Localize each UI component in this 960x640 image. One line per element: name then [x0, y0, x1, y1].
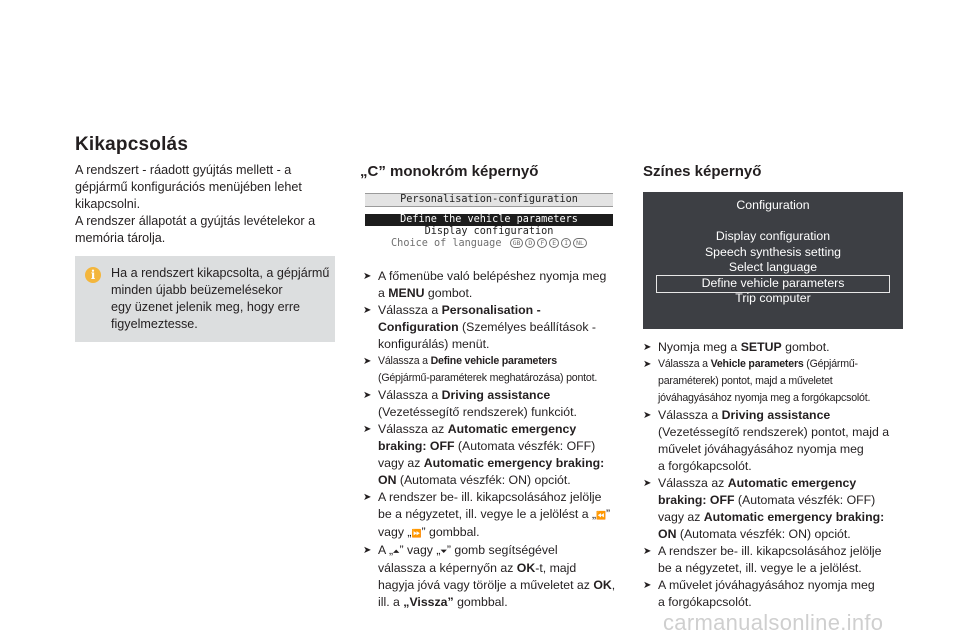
up-arrow-icon: ⏶ [393, 547, 400, 556]
arrow-bullet-icon: ➤ [363, 492, 372, 503]
language-flag: F [537, 238, 547, 248]
arrow-bullet-icon: ➤ [643, 359, 652, 370]
mono-screen-selected-item: Define the vehicle parameters [365, 214, 613, 226]
arrow-bullet-icon: ➤ [363, 390, 372, 401]
note-line: figyelmeztesse. [111, 317, 198, 331]
arrow-bullet-icon: ➤ [363, 356, 372, 367]
color-screen-item: Speech synthesis setting [704, 245, 842, 259]
arrow-bullet-icon: ➤ [643, 410, 652, 421]
color-steps-list [643, 339, 908, 611]
intro-line: A rendszer állapotát a gyújtás levételekor a [75, 214, 316, 228]
note-line: Ha a rendszert kikapcsolta, a gépjármű [111, 266, 330, 280]
arrow-bullet-icon: ➤ [363, 545, 372, 556]
step-item: ➤ A „⏶” vagy „⏷” gomb segítségével válassza a képernyőn az OK-t, majd hagyja jóvá vagy törölje a műveletet az OK, ill. a „Vissza” gombbal. [363, 543, 616, 609]
info-icon: i [85, 267, 101, 283]
language-flag: I [561, 238, 571, 248]
arrow-bullet-icon: ➤ [363, 424, 372, 435]
color-screen-item: Trip computer [735, 291, 811, 305]
color-screen-heading: Színes képernyő [643, 163, 762, 180]
mono-steps-list [363, 268, 625, 611]
note-line: egy üzenet jelenik meg, hogy erre [111, 300, 301, 314]
intro-line: kikapcsolni. [75, 197, 141, 211]
intro-line: gépjármű konfigurációs menüjében lehet [75, 180, 302, 194]
info-note-text [111, 265, 331, 333]
rewind-icon: ⏪ [596, 511, 607, 520]
arrow-bullet-icon: ➤ [643, 478, 652, 489]
note-line: minden újabb beüzemelésekor [111, 283, 283, 297]
color-screen-selected-item: Define vehicle parameters [656, 275, 890, 293]
step-item: ➤ Válassza a Personalisation - Configuration (Személyes beállítások - konfigurálás) menüt. [363, 303, 596, 351]
info-note-box [75, 256, 335, 342]
arrow-bullet-icon: ➤ [363, 271, 372, 282]
arrow-bullet-icon: ➤ [643, 546, 652, 557]
intro-text [75, 162, 335, 247]
mono-screen [365, 193, 613, 250]
color-screen [643, 192, 903, 329]
watermark: carmanualsonline.info [663, 610, 884, 635]
step-item: ➤ A rendszer be- ill. kikapcsolásához jelölje be a négyzetet, ill. vegye le a jelölést. [643, 544, 882, 575]
intro-line: memória tárolja. [75, 231, 166, 245]
language-flag: E [549, 238, 559, 248]
mono-screen-item: Display configuration [424, 226, 554, 237]
step-item: ➤ Válassza az Automatic emergency braking: OFF (Automata vészfék: OFF) vagy az Automatic emergency braking: ON (Automata vészfék: ON) opciót. [363, 422, 605, 487]
step-item: ➤ A rendszer be- ill. kikapcsolásához jelölje be a négyzetet, ill. vegye le a jelölést a „⏪” vagy „⏩” gombbal. [363, 490, 611, 539]
fast-forward-icon: ⏩ [411, 529, 422, 538]
step-item: ➤ Válassza az Automatic emergency braking: OFF (Automata vészfék: OFF) vagy az Automatic emergency braking: ON (Automata vészfék: ON) opciót. [643, 476, 885, 541]
step-item: ➤ Válassza a Driving assistance (Vezetéssegítő rendszerek) pontot, majd a művelet jóváhagyásához nyomja meg a forgókapcsolót. [643, 408, 890, 473]
language-flag: GB [510, 238, 524, 248]
mono-screen-language-row [365, 238, 613, 250]
language-flag: D [525, 238, 535, 248]
down-arrow-icon: ⏷ [440, 547, 447, 556]
arrow-bullet-icon: ➤ [643, 580, 652, 591]
step-item: ➤ A művelet jóváhagyásához nyomja meg a forgókapcsolót. [643, 578, 875, 609]
mono-screen-menu-title: Personalisation-configuration [365, 193, 613, 207]
arrow-bullet-icon: ➤ [643, 342, 652, 353]
step-item: ➤ Válassza a Vehicle parameters (Gépjármű- paraméterek) pontot, majd a műveletet jóváhagyásához nyomja meg a forgókapcsolót. [643, 358, 871, 404]
page-title: Kikapcsolás [75, 134, 189, 155]
step-item: ➤ Válassza a Driving assistance (Vezetéssegítő rendszerek) funkciót. [363, 388, 577, 419]
mono-screen-heading: „C” monokróm képernyő [360, 163, 539, 180]
step-item: ➤ Nyomja meg a SETUP gombot. [643, 340, 830, 354]
color-screen-title: Configuration [736, 198, 810, 212]
arrow-bullet-icon: ➤ [363, 305, 372, 316]
color-screen-item: Select language [728, 260, 818, 274]
mono-screen-item: Choice of language [391, 238, 502, 249]
step-item: ➤ Válassza a Define vehicle parameters (Gépjármű-paraméterek meghatározása) pontot. [363, 355, 598, 384]
color-screen-item: Display configuration [715, 229, 831, 243]
intro-line: A rendszert - ráadott gyújtás mellett - a [75, 163, 292, 177]
step-item: ➤ A főmenübe való belépéshez nyomja meg a MENU gombot. [363, 269, 607, 300]
language-flag: NL [573, 238, 587, 248]
